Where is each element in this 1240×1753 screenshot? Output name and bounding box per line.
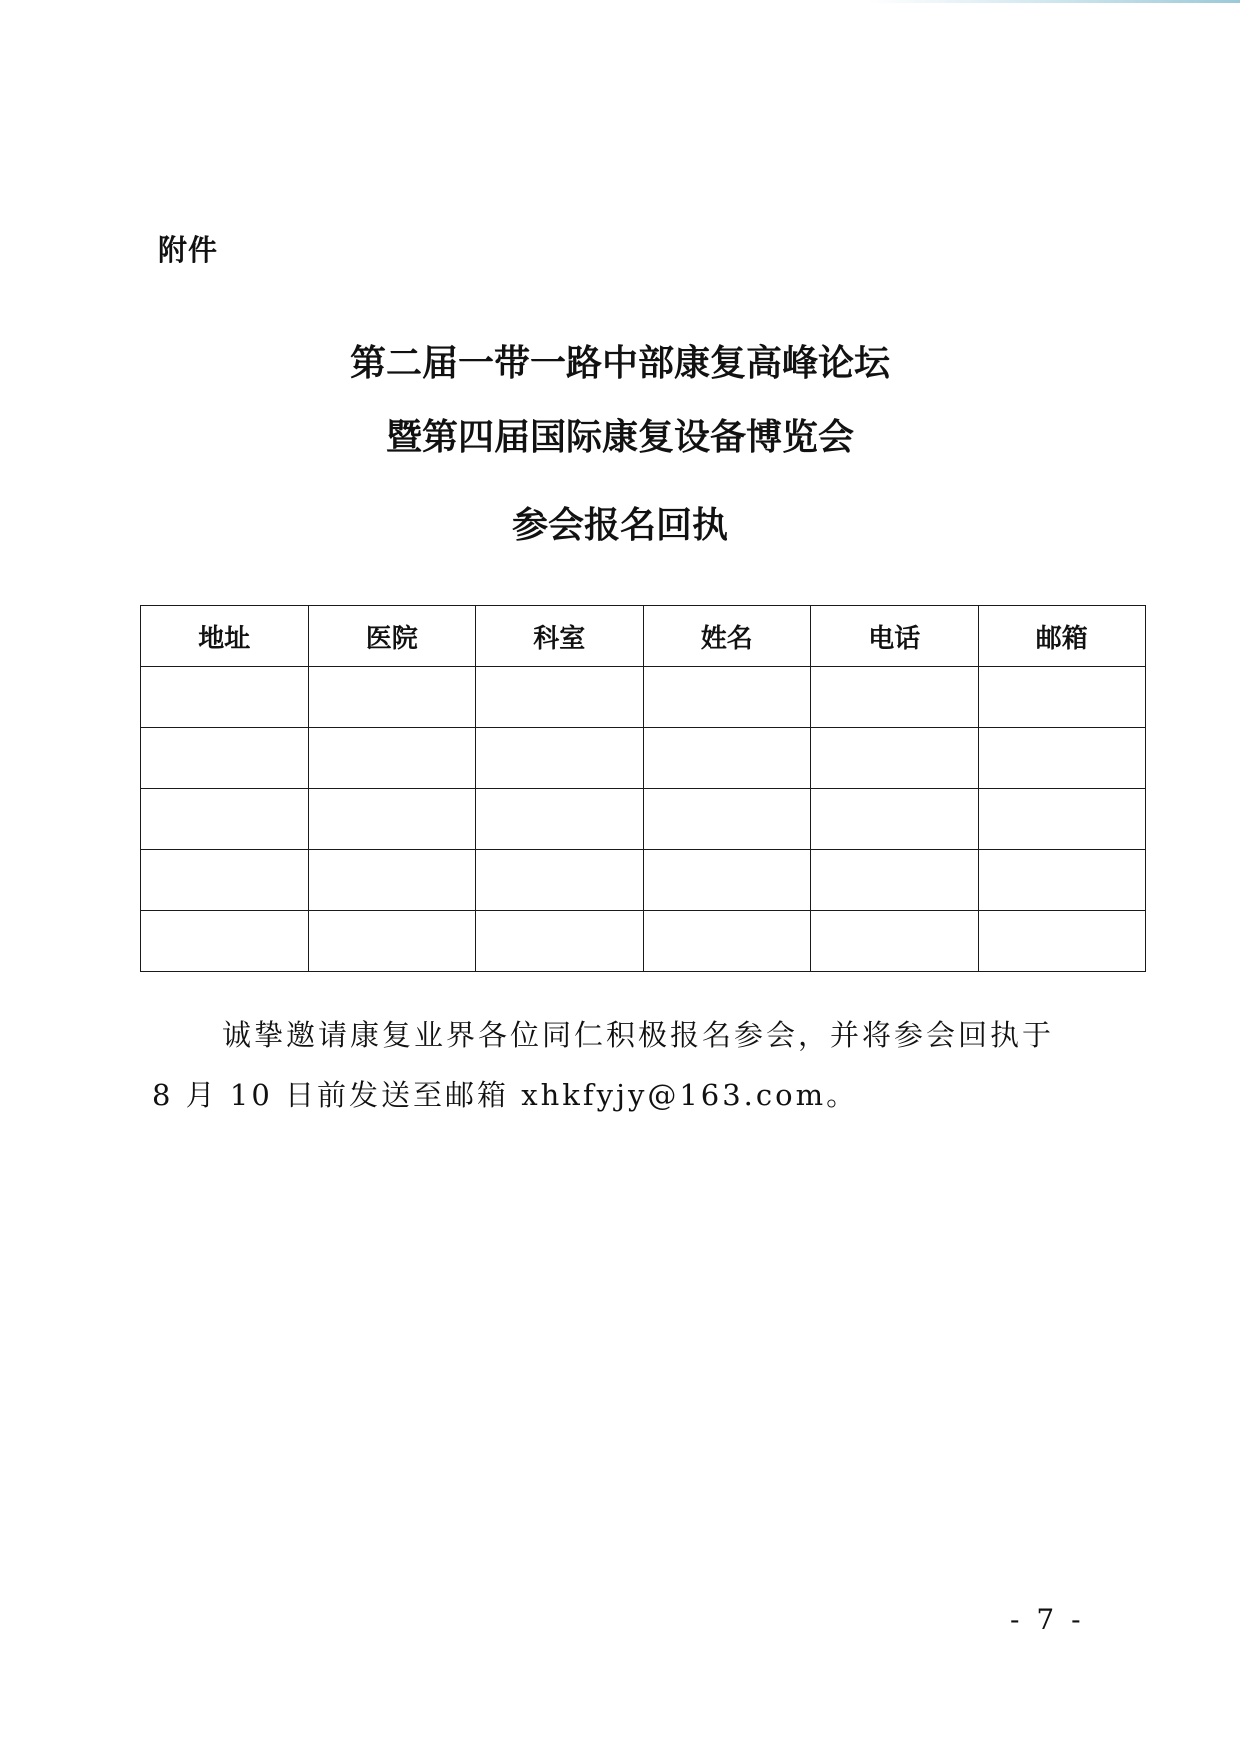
- invitation-text-line-2: 8 月 10 日前发送至邮箱 xhkfyjy@163.com。: [152, 1078, 859, 1112]
- registration-table: [140, 605, 1146, 972]
- column-header-hospital: 医院: [308, 606, 476, 667]
- table-cell-phone[interactable]: [811, 789, 979, 850]
- table-cell-name[interactable]: [643, 728, 811, 789]
- table-cell-name[interactable]: [643, 850, 811, 911]
- document-title-line-2: 暨第四届国际康复设备博览会: [385, 416, 854, 458]
- invitation-text-line-1: 诚挚邀请康复业界各位同仁积极报名参会，并将参会回执于: [222, 1018, 1055, 1052]
- table-cell-department[interactable]: [476, 667, 644, 728]
- column-header-email: 邮箱: [978, 606, 1146, 667]
- table-cell-hospital[interactable]: [308, 789, 476, 850]
- table-row: [141, 667, 1146, 728]
- table-cell-name[interactable]: [643, 911, 811, 972]
- table-cell-department[interactable]: [476, 728, 644, 789]
- table-cell-name[interactable]: [643, 667, 811, 728]
- table-cell-phone[interactable]: [811, 911, 979, 972]
- table-row: [141, 911, 1146, 972]
- table-cell-hospital[interactable]: [308, 850, 476, 911]
- table-row: [141, 789, 1146, 850]
- table-cell-email[interactable]: [978, 911, 1146, 972]
- attachment-label: 附件: [158, 233, 219, 267]
- table-cell-hospital[interactable]: [308, 911, 476, 972]
- table-cell-department[interactable]: [476, 911, 644, 972]
- table-cell-phone[interactable]: [811, 667, 979, 728]
- table-cell-hospital[interactable]: [308, 728, 476, 789]
- document-title-line-3: 参会报名回执: [511, 504, 728, 546]
- column-header-phone: 电话: [811, 606, 979, 667]
- document-title-line-1: 第二届一带一路中部康复高峰论坛: [349, 342, 890, 384]
- table-header-row: [141, 606, 1146, 667]
- table-row: [141, 850, 1146, 911]
- table-cell-address[interactable]: [141, 850, 309, 911]
- column-header-department: 科室: [476, 606, 644, 667]
- column-header-name: 姓名: [643, 606, 811, 667]
- table-cell-address[interactable]: [141, 667, 309, 728]
- table-cell-email[interactable]: [978, 850, 1146, 911]
- table-cell-name[interactable]: [643, 789, 811, 850]
- table-cell-phone[interactable]: [811, 850, 979, 911]
- table-cell-department[interactable]: [476, 789, 644, 850]
- table-cell-address[interactable]: [141, 789, 309, 850]
- table-cell-address[interactable]: [141, 728, 309, 789]
- column-header-address: 地址: [141, 606, 309, 667]
- table-cell-address[interactable]: [141, 911, 309, 972]
- scan-top-edge: [0, 0, 1240, 3]
- table-cell-email[interactable]: [978, 789, 1146, 850]
- table-cell-hospital[interactable]: [308, 667, 476, 728]
- table-cell-phone[interactable]: [811, 728, 979, 789]
- page-number: - 7 -: [1010, 1603, 1085, 1636]
- table-cell-email[interactable]: [978, 728, 1146, 789]
- table-cell-department[interactable]: [476, 850, 644, 911]
- table-cell-email[interactable]: [978, 667, 1146, 728]
- table-row: [141, 728, 1146, 789]
